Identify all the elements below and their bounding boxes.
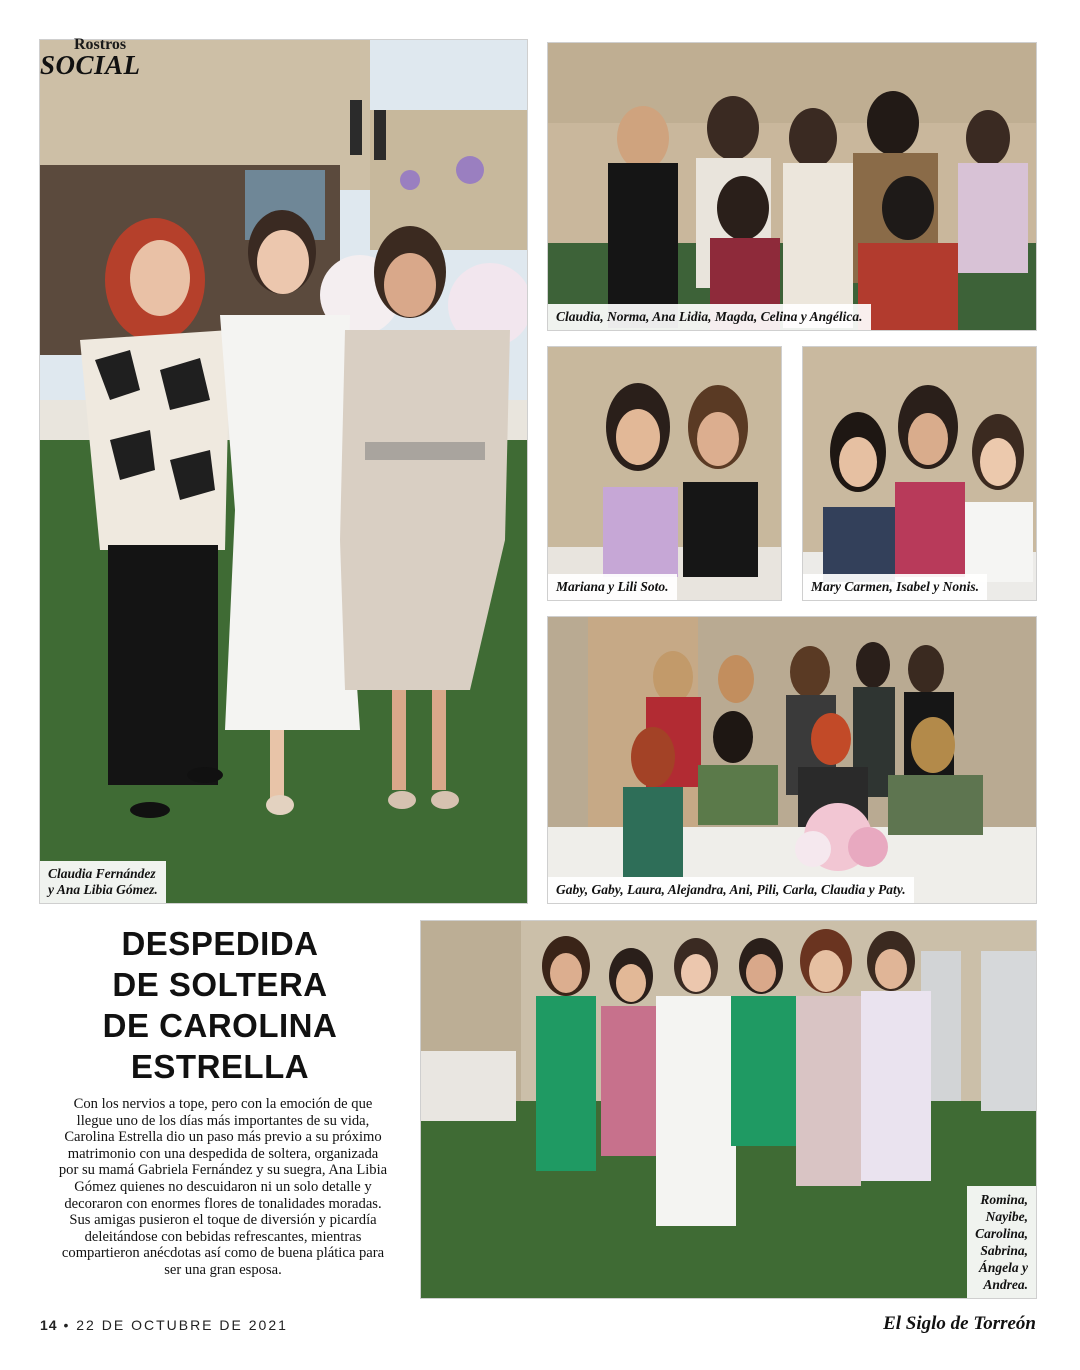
caption-line: Nayibe, (985, 1209, 1028, 1224)
caption-line: y Ana Libia Gómez. (48, 882, 158, 897)
issue-date: 22 DE OCTUBRE DE 2021 (76, 1317, 288, 1333)
article-body: Con los nervios a tope, pero con la emoción de que llegue uno de los días más importantes de su vida, Carolina Estrella dio un paso más previo a su próximo matrimonio con una despedida de soltera, organizada por su mamá Gabriela Fernández y su suegra, Ana Libia Gómez quienes no descuidaron ni un solo detalle y decoraron con enormes flores de tonalidades moradas. Sus amigas pusieron el toque de diversión y picardía deleitándose con bebidas refrescantes, mientras compartieron anécdotas así como de buena plática para ser una gran esposa. (58, 1096, 388, 1278)
table-photo (547, 616, 1037, 904)
main-photo-caption (40, 861, 166, 903)
caption-line: Andrea. (983, 1277, 1028, 1292)
pair-photo-caption: Mariana y Lili Soto. (548, 574, 677, 600)
main-photo-image (40, 40, 527, 903)
friends-photo (420, 920, 1037, 1299)
group-top-photo (547, 42, 1037, 331)
trio-photo-caption: Mary Carmen, Isabel y Nonis. (803, 574, 987, 600)
headline-line: DE SOLTERA (112, 966, 328, 1003)
article-headline (40, 923, 400, 1087)
headline-line: DESPEDIDA (121, 925, 319, 962)
section-kicker: Rostros (74, 36, 127, 53)
page-number: 14 (40, 1317, 58, 1333)
publication-name: El Siglo de Torreón (883, 1313, 1036, 1334)
trio-photo-image (803, 347, 1036, 600)
friends-photo-caption (967, 1186, 1036, 1298)
folio-separator: • (63, 1317, 71, 1333)
caption-line: Carolina, (975, 1226, 1028, 1241)
pair-photo (547, 346, 782, 601)
friends-photo-image (421, 921, 1036, 1298)
group-top-photo-caption: Claudia, Norma, Ana Lidia, Magda, Celina y Angélica. (548, 304, 871, 330)
caption-line: Ángela y (978, 1260, 1028, 1275)
caption-line: Claudia Fernández (48, 866, 156, 881)
headline-line: ESTRELLA (130, 1048, 310, 1085)
table-photo-image (548, 617, 1036, 903)
caption-line: Romina, (980, 1192, 1028, 1207)
headline-line: DE CAROLINA (102, 1007, 338, 1044)
main-photo (39, 39, 528, 904)
pair-photo-image (548, 347, 781, 600)
footer-folio (40, 1317, 288, 1333)
trio-photo (802, 346, 1037, 601)
section-title: SOCIAL (40, 50, 141, 80)
group-top-photo-image (548, 43, 1036, 330)
caption-line: Sabrina, (980, 1243, 1028, 1258)
table-photo-caption: Gaby, Gaby, Laura, Alejandra, Ani, Pili, Carla, Claudia y Paty. (548, 877, 914, 903)
